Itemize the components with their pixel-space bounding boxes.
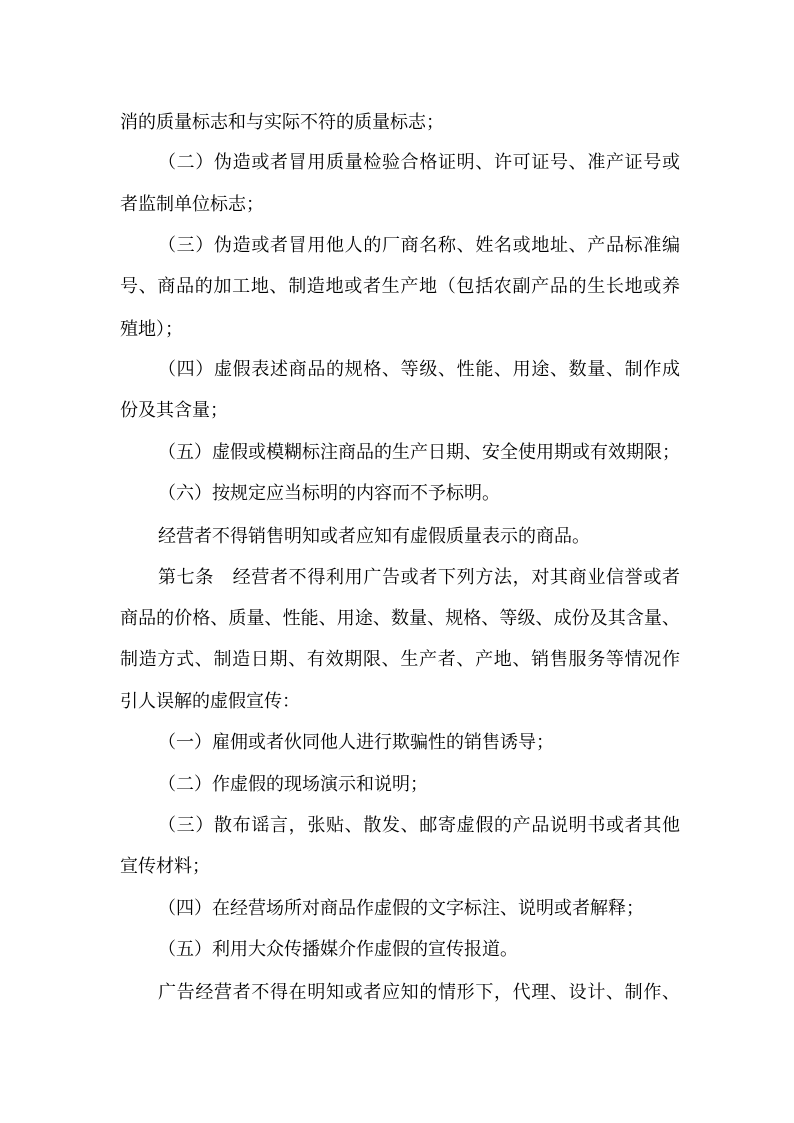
text-line: 制造方式、制造日期、有效期限、生产者、产地、销售服务等情况作 bbox=[120, 649, 680, 670]
text-line: 第七条 经营者不得利用广告或者下列方法，对其商业信誉或者 bbox=[158, 567, 680, 588]
text-line: （四）虚假表述商品的规格、等级、性能、用途、数量、制作成 bbox=[158, 359, 680, 380]
text-line: （五）虚假或模糊标注商品的生产日期、安全使用期或有效期限； bbox=[158, 442, 680, 463]
text-line: 消的质量标志和与实际不符的质量标志； bbox=[120, 112, 444, 133]
text-line: （二）作虚假的现场演示和说明； bbox=[158, 774, 428, 795]
text-line: 者监制单位标志； bbox=[120, 194, 264, 215]
text-line: 号、商品的加工地、制造地或者生产地（包括农副产品的生长地或养 bbox=[120, 276, 680, 297]
text-line: 引人误解的虚假宣传： bbox=[120, 691, 300, 712]
text-line: 份及其含量； bbox=[120, 400, 228, 421]
text-line: 殖地）； bbox=[120, 319, 183, 340]
text-line: （四）在经营场所对商品作虚假的文字标注、说明或者解释； bbox=[158, 898, 644, 919]
text-line: （一）雇佣或者伙同他人进行欺骗性的销售诱导； bbox=[158, 732, 554, 753]
text-line: （五）利用大众传播媒介作虚假的宣传报道。 bbox=[158, 939, 518, 960]
text-line: （三）散布谣言，张贴、散发、邮寄虚假的产品说明书或者其他 bbox=[158, 815, 680, 836]
text-line: 经营者不得销售明知或者应知有虚假质量表示的商品。 bbox=[158, 526, 590, 547]
text-line: 商品的价格、质量、性能、用途、数量、规格、等级、成份及其含量、 bbox=[120, 608, 680, 629]
text-line: 宣传材料； bbox=[120, 856, 210, 877]
text-line: （三）伪造或者冒用他人的厂商名称、姓名或地址、产品标准编 bbox=[158, 235, 680, 256]
text-line: （六）按规定应当标明的内容而不予标明。 bbox=[158, 483, 500, 504]
text-line: （二）伪造或者冒用质量检验合格证明、许可证号、准产证号或 bbox=[158, 152, 680, 173]
text-line: 广告经营者不得在明知或者应知的情形下，代理、设计、制作、 bbox=[158, 982, 680, 1003]
